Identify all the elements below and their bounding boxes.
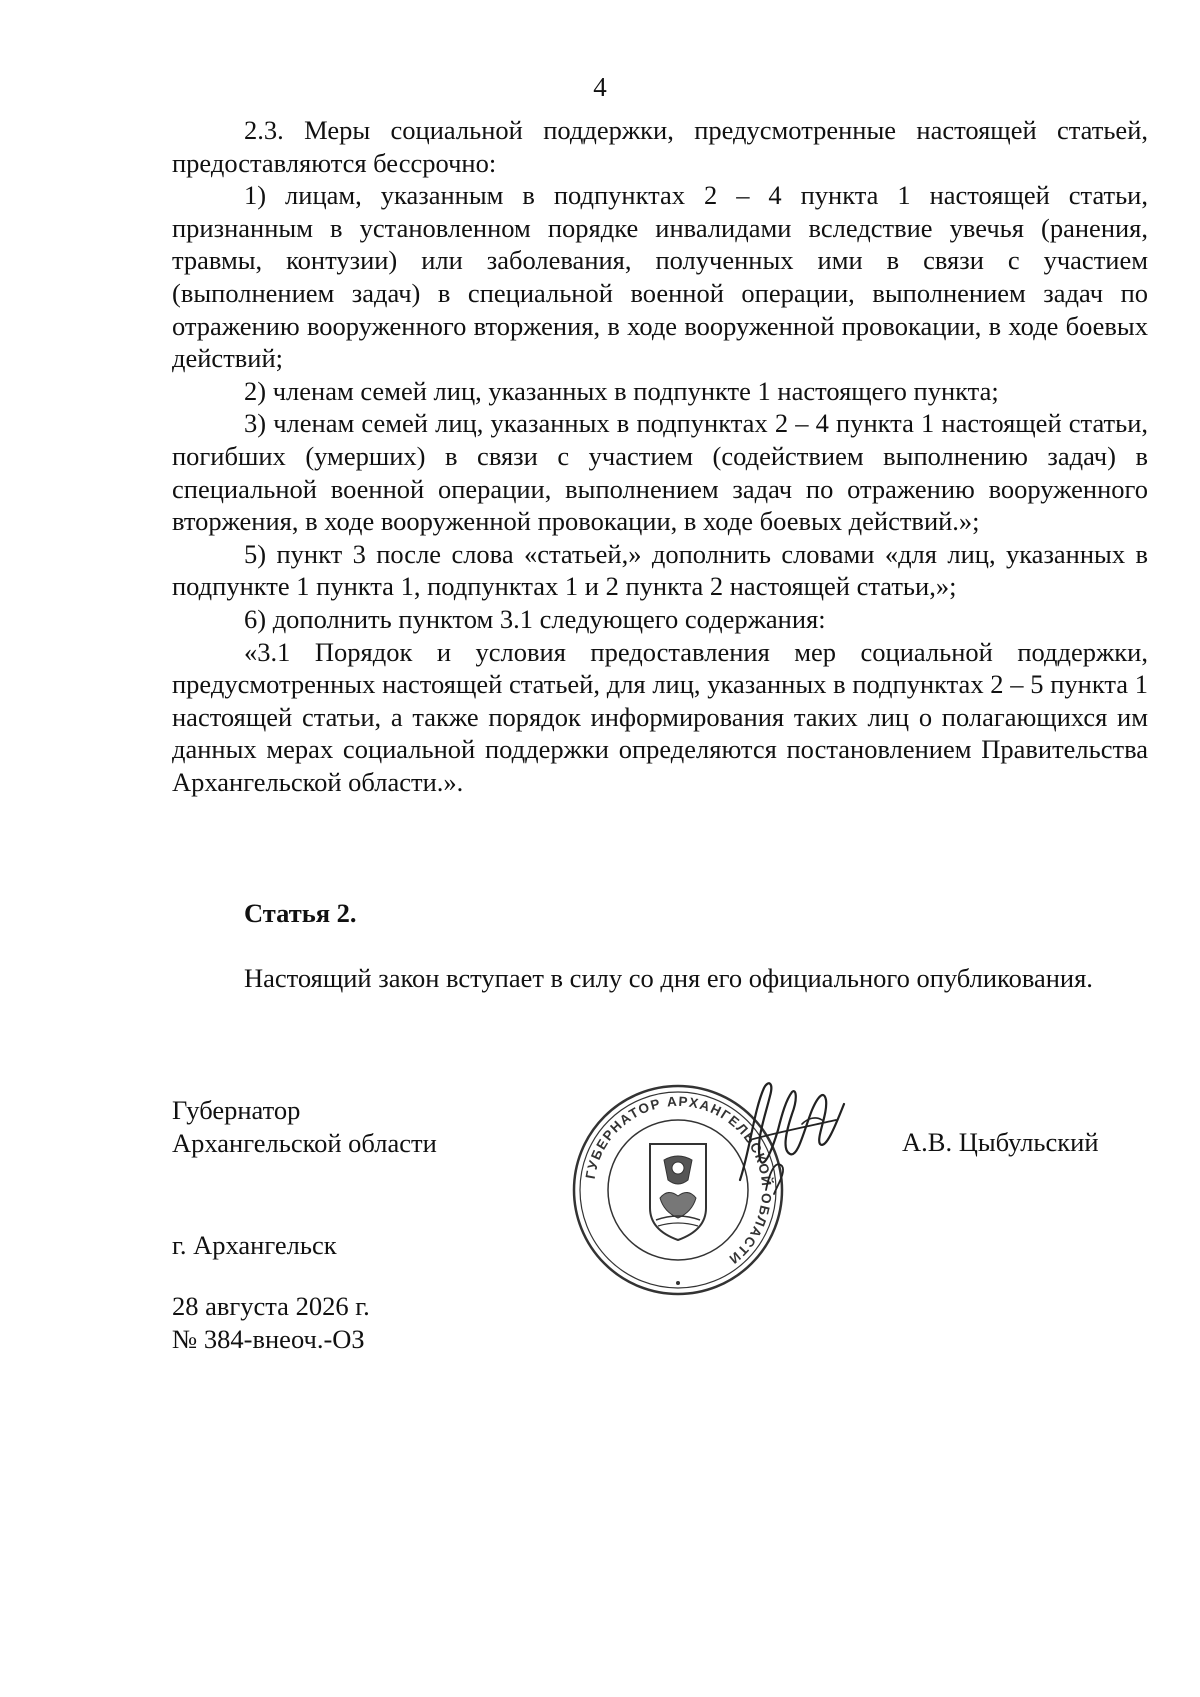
city: г. Архангельск	[172, 1230, 337, 1260]
signer-name: А.В. Цыбульский	[902, 1127, 1099, 1157]
signer-title	[172, 1094, 437, 1159]
paragraph-item-3: 3) членам семей лиц, указанных в подпунктах 2 – 4 пункта 1 настоящей статьи, погибших (умерших) в связи с участием (содействием выполнению задач) в специальной военной операции, выполнением задач по отражению вооруженного вторжения, в ходе вооруженной провокации, в ходе боевых действий.»;	[172, 408, 1148, 537]
article-paragraph: Настоящий закон вступает в силу со дня его официального опубликования.	[244, 963, 1093, 993]
article-body	[172, 962, 1148, 995]
amendment-text	[172, 114, 1148, 798]
signer-title-line1: Губернатор	[172, 1095, 301, 1125]
paragraph-2-3: 2.3. Меры социальной поддержки, предусмотренные настоящей статьей, предоставляются бессрочно:	[172, 115, 1148, 178]
paragraph-item-1: 1) лицам, указанным в подпунктах 2 – 4 пункта 1 настоящей статьи, признанным в установленном порядке инвалидами вследствие увечья (ранения, травмы, контузии) или заболевания, полученных ими в связи с участием (выполнением задач) в специальной военной операции, выполнением задач по отражению вооруженного вторжения, в ходе вооруженной провокации, в ходе боевых действий;	[172, 180, 1148, 374]
paragraph-3-1: «3.1 Порядок и условия предоставления мер социальной поддержки, предусмотренных настоящей статьей, для лиц, указанных в подпунктах 2 – 5 пункта 1 настоящей статьи, а также порядок информирования таких лиц о полагающихся им данных мерах социальной поддержки определяются постановлением Правительства Архангельской области.».	[172, 636, 1148, 797]
handwritten-signature	[720, 1070, 860, 1200]
paragraph-item-2: 2) членам семей лиц, указанных в подпункте 1 настоящего пункта;	[244, 375, 999, 406]
date-block	[172, 1290, 370, 1355]
law-number: № 384-внеоч.-ОЗ	[172, 1323, 365, 1354]
paragraph-item-5: 5) пункт 3 после слова «статьей,» дополнить словами «для лиц, указанных в подпункте 1 пункта 1, подпунктах 1 и 2 пункта 2 настоящей статьи,»;	[172, 538, 1148, 602]
signer-title-line2: Архангельской области	[172, 1127, 437, 1158]
article-heading: Статья 2.	[244, 898, 357, 928]
paragraph-item-6: 6) дополнить пунктом 3.1 следующего содержания:	[244, 603, 826, 634]
law-date: 28 августа 2026 г.	[172, 1291, 370, 1321]
page-number: 4	[593, 72, 607, 102]
seal-ring-text: ГУБЕРНАТОР АРХАНГЕЛЬСКОЙ ОБЛАСТИ	[582, 1093, 775, 1268]
coat-of-arms-emblem	[650, 1144, 706, 1240]
